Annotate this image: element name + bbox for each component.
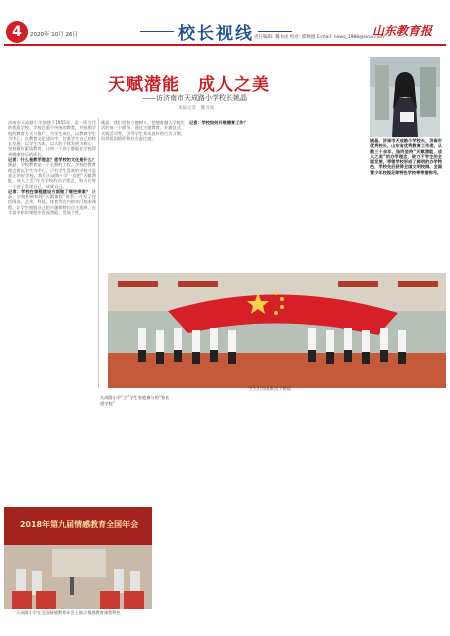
answer-2: 姚晶：学校积极构建“天赋课程”体系，开发了包括阅读、艺术、科技、体育等在内的多门校本课程，让学生根据自己的兴趣和特长自主选择，在丰富多彩的课程中发现潜能、发展个性。: [8, 188, 96, 216]
article-intro: 济南市天成路小学创建于1955年，是一所当代的优质学校。学校注重于传统的教育，并按照学校的教育方式与推广，为学生成长，以教育学生为中心，在教育文化建设中，注重学生自己的特长发展，以学生为本，以人的个体发展为核心，坚持做好素质教育，让每一个孩子都能在学校得到健康快乐的成长。: [8, 120, 96, 157]
flag-ceremony-photo: [108, 273, 446, 388]
answer-3: 姚晶：我们坚持立德树人，把德育融入学校生活的每一个细节，通过主题教育、升旗仪式、实践活动等，引导学生养成良好的行为习惯，培养爱国情怀和社会责任感。: [101, 120, 185, 141]
text-column-4: [277, 120, 365, 270]
column-divider: [98, 118, 99, 388]
principal-portrait-photo: [370, 57, 440, 137]
question-3: 记者：学校如何开展德育工作？: [189, 120, 248, 125]
section-title-rule-right: [258, 31, 292, 32]
text-column-8: [362, 394, 446, 630]
question-2: 记者：学校在课程建设方面做了哪些探索？: [8, 188, 91, 194]
page-number-badge: 4: [6, 21, 28, 43]
header-divider: [4, 44, 446, 46]
conference-photo: [4, 507, 152, 609]
section-title: 校长视线: [178, 24, 254, 44]
article-subtitle: ——访济南市天成路小学校长姚晶: [142, 94, 247, 102]
text-column-3: [189, 120, 273, 270]
bottom-photo-caption: 天成路小学在全国情感教育年会上展示情感教育课程特色: [16, 610, 121, 615]
text-column-5: [8, 392, 96, 500]
principal-bio-caption: [370, 138, 442, 246]
editor-credits: 责任编辑: 魏书虎 校对: 邢秋德 E-mail: news_1988@sina.com: [254, 35, 384, 40]
newspaper-masthead: 山东教育报: [372, 24, 433, 38]
text-column-7: [270, 394, 358, 630]
inline-photo-caption: 天成路小学“立”学生家庭参与的“家长进学校”: [100, 395, 170, 406]
conference-banner-text: 2018年第九届情感教育全国年会: [19, 520, 139, 529]
main-photo-caption: 学生们为国旗送上祝福: [248, 387, 291, 392]
principal-bio-text: 姚晶，济南市天成路小学校长，济南市优秀校长，山东省优秀教育工作者。从教三十余年，始终坚持“天赋潜能，成人之美”的办学理念，致力于学生的全面发展，带领学校形成了鲜明的办学特色，学校先后获得全国文明校园、全国青少年校园足球特色学校等荣誉称号。: [370, 138, 442, 175]
question-1: 记者：什么是教学理念？您学校的文化是什么？: [8, 157, 96, 163]
answer-1: 姚晶：学校教育是一个长期的工程，学校的教育理念要以学生为中心，只有学生喜欢的学校才是真正的好学校。我们天成路小学一直把“天赋潜能，成人之美”作为学校的办学理念，努力让每一个孩子发现自己，成就自己。: [8, 162, 96, 189]
text-column-6: [178, 394, 266, 630]
article-byline: 本报记者 魏书虎: [178, 106, 214, 111]
text-column-1: [8, 120, 96, 388]
text-column-2: [101, 120, 185, 270]
article-headline: 天赋潜能 成人之美: [108, 75, 270, 95]
section-title-rule-left: [140, 31, 174, 32]
issue-date: 2020年 10月 26日: [30, 32, 78, 38]
